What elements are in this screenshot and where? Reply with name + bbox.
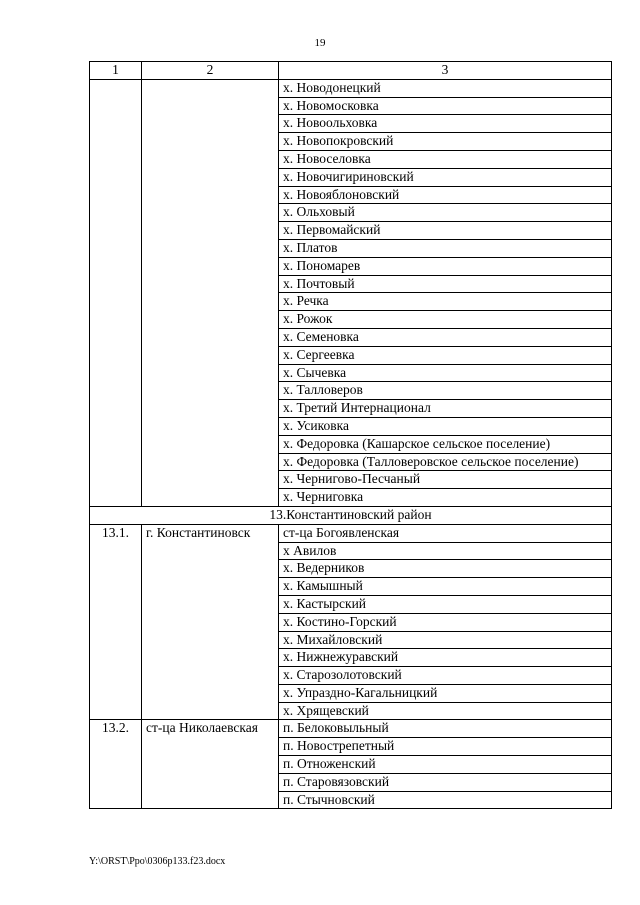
section-title: 13.Константиновский район	[90, 506, 612, 524]
settlement-cell: х. Рожок	[279, 311, 612, 329]
settlement-cell: х. Новомосковка	[279, 97, 612, 115]
settlement-cell: х. Талловеров	[279, 382, 612, 400]
settlement-cell: х. Нижнежуравский	[279, 649, 612, 667]
settlement-cell: х. Хрящевский	[279, 702, 612, 720]
settlement-cell: х. Семеновка	[279, 328, 612, 346]
continuation-number-cell	[90, 79, 142, 506]
header-col-2: 2	[142, 62, 279, 80]
settlement-cell: х. Усиковка	[279, 417, 612, 435]
settlement-cell: п. Отноженский	[279, 756, 612, 774]
settlement-cell: х. Почтовый	[279, 275, 612, 293]
settlement-cell: п. Новострепетный	[279, 738, 612, 756]
settlement-cell: х. Первомайский	[279, 222, 612, 240]
group-number: 13.1.	[90, 524, 142, 720]
settlement-cell: п. Белоковыльный	[279, 720, 612, 738]
continuation-name-cell	[142, 79, 279, 506]
table-row	[90, 720, 612, 738]
settlement-cell: х. Чернигово-Песчаный	[279, 471, 612, 489]
settlement-cell: х. Старозолотовский	[279, 667, 612, 685]
settlement-cell: х. Сычевка	[279, 364, 612, 382]
settlement-cell: х. Новояблоновский	[279, 186, 612, 204]
settlement-cell: х. Новоселовка	[279, 150, 612, 168]
settlement-cell: х. Новоольховка	[279, 115, 612, 133]
settlement-cell: х. Камышный	[279, 578, 612, 596]
table-row	[90, 79, 612, 97]
settlement-cell: х. Костино-Горский	[279, 613, 612, 631]
header-col-3: 3	[279, 62, 612, 80]
settlement-cell: х Авилов	[279, 542, 612, 560]
settlement-cell: х. Ольховый	[279, 204, 612, 222]
settlement-cell: х. Михайловский	[279, 631, 612, 649]
settlement-cell: х. Черниговка	[279, 489, 612, 507]
settlements-table	[89, 61, 612, 809]
settlement-cell: х. Новочигириновский	[279, 168, 612, 186]
group-number: 13.2.	[90, 720, 142, 809]
settlement-cell: х. Упраздно-Кагальницкий	[279, 684, 612, 702]
settlement-cell: х. Новопокровский	[279, 133, 612, 151]
table-body	[90, 62, 612, 809]
settlement-cell: х. Кастырский	[279, 595, 612, 613]
settlement-cell: х. Третий Интернационал	[279, 400, 612, 418]
footer-file-path: Y:\ORST\Ppo\0306p133.f23.docx	[89, 856, 226, 867]
settlement-cell: х. Сергеевка	[279, 346, 612, 364]
table-header-row	[90, 62, 612, 80]
settlement-cell: п. Стычновский	[279, 791, 612, 809]
settlement-cell: х. Федоровка (Талловеровское сельское поселение)	[279, 453, 612, 471]
page-number: 19	[314, 37, 326, 49]
settlement-cell: х. Речка	[279, 293, 612, 311]
settlement-cell: х. Новодонецкий	[279, 79, 612, 97]
settlement-cell: х. Платов	[279, 239, 612, 257]
settlement-cell: х. Пономарев	[279, 257, 612, 275]
table-row	[90, 524, 612, 542]
settlement-cell: ст-ца Богоявленская	[279, 524, 612, 542]
settlement-cell: х. Федоровка (Кашарское сельское поселение)	[279, 435, 612, 453]
section-row	[90, 506, 612, 524]
group-name: г. Константиновск	[142, 524, 279, 720]
settlement-cell: п. Старовязовский	[279, 773, 612, 791]
group-name: ст-ца Николаевская	[142, 720, 279, 809]
header-col-1: 1	[90, 62, 142, 80]
settlement-cell: х. Ведерников	[279, 560, 612, 578]
